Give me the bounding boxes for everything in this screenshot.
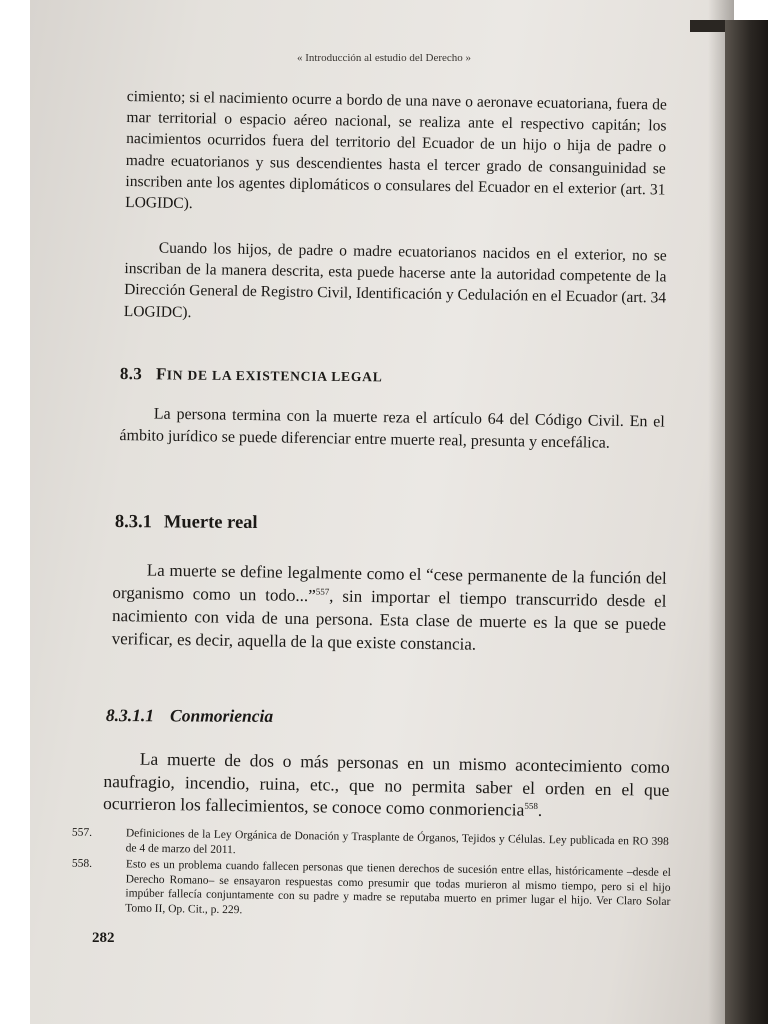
paragraph-end-of-person: La persona termina con la muerte reza el artículo 64 del Código Civil. En el ámbito jurídico se puede diferenciar entre muerte real, presunta y encefálica. [119, 405, 665, 452]
subsubsection-title: Conmoriencia [170, 705, 274, 726]
subsection-number: 8.3.1 [114, 512, 152, 533]
paragraph-text: . [537, 799, 543, 820]
paragraph-real-death [112, 558, 667, 659]
section-heading-8-3-1-1 [106, 705, 273, 727]
section-heading-8-3 [120, 364, 383, 386]
section-title-initial: F [155, 364, 167, 384]
footnote-text: Definiciones de la Ley Orgánica de Donación y Trasplante de Órganos, Tejidos y Células. Ley publicada en RO 398 de 4 de marzo del 2011. [125, 827, 669, 856]
footnote-number: 558. [71, 857, 93, 870]
section-number: 8.3 [119, 364, 143, 384]
subsection-title: Muerte real [163, 512, 258, 533]
book-spine [725, 20, 768, 1024]
paragraph-text: , sin importar el tiempo transcurrido desde el nacimiento con vida de una persona. Esta clase de muerte es la que se puede verificar, es decir, aquella de la que existe constancia. [111, 586, 667, 654]
paragraph-birth-registration: cimiento; si el nacimiento ocurre a bordo de una nave o aeronave ecuatoriana, fuera de mar territorial o espacio aéreo nacional, se realiza ante el respectivo capitán; los nacimientos ocurridos fuera del territorio del Ecuador de un hijo o hija de padre o madre ecuatorianos y sus descendientes hasta el tercer grado de consanguinidad se inscriben ante los agentes diplomáticos o consulares del Ecuador en el exterior (art. 31 LOGIDC). [125, 87, 667, 213]
footnote-number: 557. [71, 826, 93, 839]
footnote-558 [71, 857, 671, 924]
page-number: 282 [92, 930, 115, 946]
section-title-rest: IN DE LA EXISTENCIA LEGAL [166, 367, 383, 385]
footnote-text: Esto es un problema cuando fallecen personas que tienen derechos de sucesión entre ellas, históricamente –desde el Derecho Romano– se ensayaron respuestas como presumir que todas murieron al mismo tiempo, pero si el hijo impúber fallecía conjuntamente con su padre y madre se reputaba muerto en primer lugar el hijo. Ver Claro Solar Tomo II, Op. Cit., p. 229. [125, 858, 671, 916]
subsubsection-number: 8.3.1.1 [105, 705, 155, 726]
paragraph-text: La muerte de dos o más personas en un mismo acontecimiento como naufragio, incendio, ruina, etc., que no permita saber el orden en el que ocurrieron los fallecimientos, se conoce como conmoriencia [102, 748, 670, 820]
footnote-ref-557[interactable]: 557 [315, 586, 330, 597]
paragraph-foreign-registration: Cuando los hijos, de padre o madre ecuatorianos nacidos en el exterior, no se inscriban de la manera descrita, esta puede hacerse ante la autoridad competente de la Dirección General de Registro Civil, Identificación y Cedulación en el Ecuador (art. 34 LOGIDC). [123, 239, 667, 321]
running-head: « Introducción al estudio del Derecho » [296, 52, 472, 64]
paragraph-text: La muerte se define legalmente como el “cese permanente de la función del organismo como un todo...” [112, 560, 667, 606]
footnote-ref-558[interactable]: 558 [524, 800, 539, 811]
section-heading-8-3-1 [115, 512, 258, 534]
paragraph-conmoriencia [103, 747, 670, 823]
